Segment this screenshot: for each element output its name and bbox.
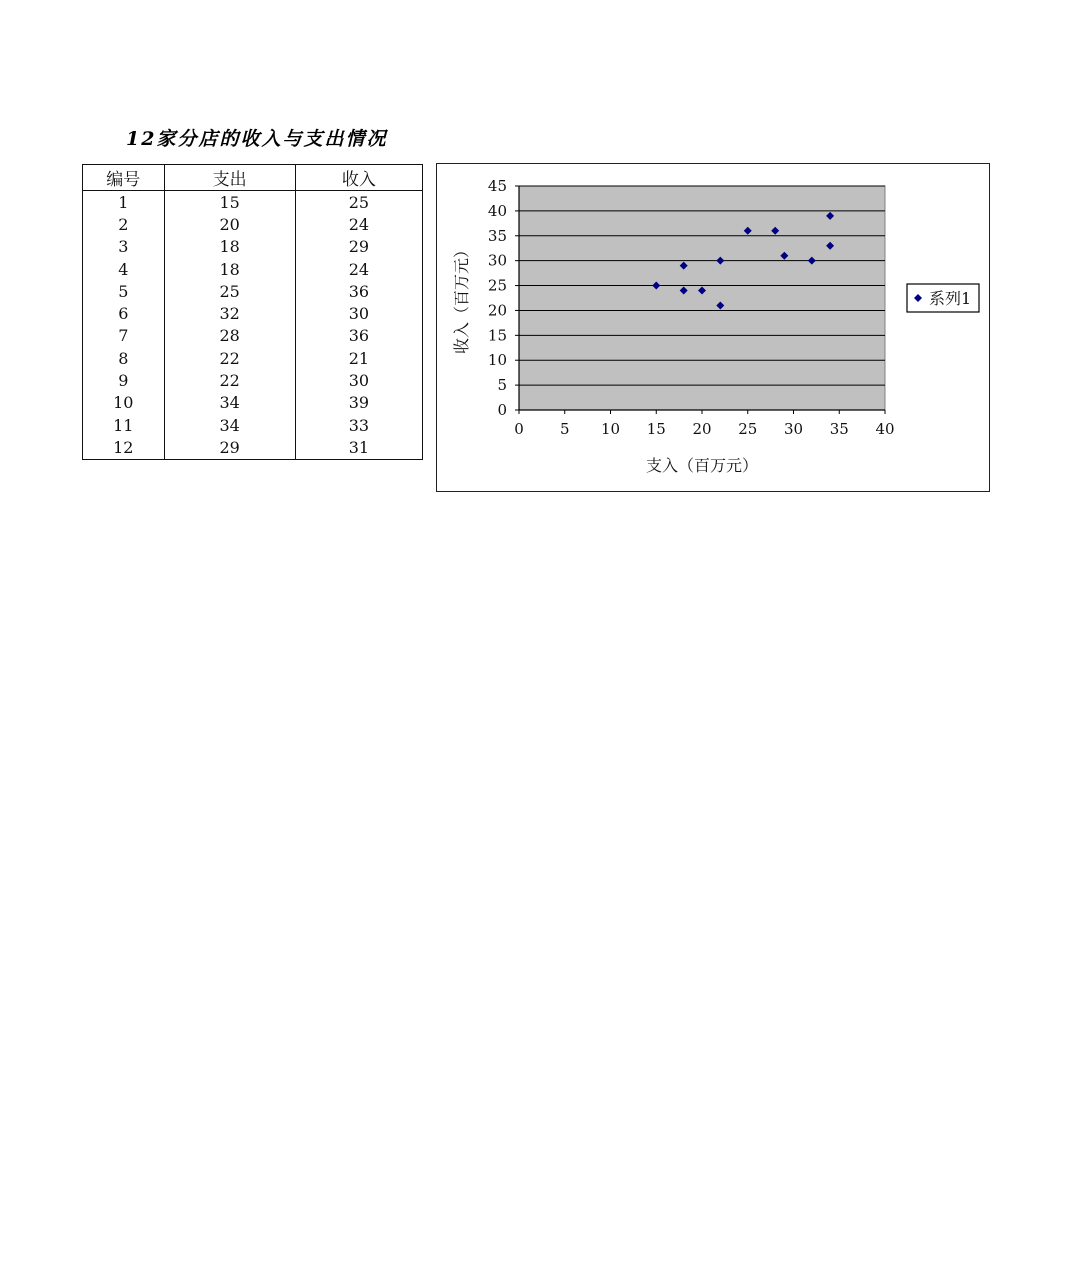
scatter-chart [436,163,990,492]
cell-expense: 34 [164,414,295,436]
y-tick-label: 45 [487,177,507,195]
cell-income: 24 [295,213,422,235]
cell-expense: 15 [164,191,295,214]
cell-id: 6 [83,302,165,324]
cell-id: 9 [83,369,165,391]
y-tick-label: 30 [487,251,507,270]
cell-income: 24 [295,258,422,280]
y-tick-label: 25 [487,276,507,295]
table-row [83,191,423,214]
y-tick-label: 10 [487,351,507,370]
x-tick-label: 10 [600,420,621,438]
x-tick-label: 15 [646,420,666,438]
table-row [83,236,423,258]
cell-income: 21 [295,347,422,369]
y-tick-label: 15 [487,326,507,345]
table-header-row [83,165,423,191]
x-tick-label: 30 [783,420,804,438]
table-row [83,347,423,369]
cell-expense: 29 [164,436,295,459]
x-axis-title: 支入（百万元） [645,456,759,475]
cell-id: 11 [83,414,165,436]
cell-expense: 25 [164,280,295,302]
cell-income: 36 [295,280,422,302]
x-tick-label: 40 [875,420,895,438]
column-header-id: 编号 [83,165,165,191]
cell-expense: 32 [164,302,295,324]
column-header-income: 收入 [295,165,422,191]
cell-income: 30 [295,302,422,324]
cell-id: 3 [83,236,165,258]
cell-expense: 34 [164,392,295,414]
table-row [83,280,423,302]
y-tick-label: 0 [497,401,507,419]
table-row [83,414,423,436]
y-tick-label: 35 [487,226,507,245]
table-row [83,302,423,324]
y-tick-label: 20 [487,301,507,320]
cell-expense: 22 [164,347,295,369]
x-tick-label: 35 [829,420,849,438]
table-row [83,258,423,280]
table-row [83,213,423,235]
x-tick-label: 5 [559,420,570,438]
cell-id: 8 [83,347,165,369]
y-tick-label: 5 [497,376,507,395]
cell-id: 4 [83,258,165,280]
table-row [83,369,423,391]
x-tick-label: 25 [738,420,758,438]
y-tick-label: 40 [487,201,507,220]
cell-id: 7 [83,325,165,347]
cell-id: 2 [83,213,165,235]
x-tick-label: 20 [692,420,712,438]
page-title: 12家分店的收入与支出情况 [126,128,388,150]
cell-id: 10 [83,392,165,414]
cell-id: 1 [83,191,165,214]
cell-expense: 18 [164,236,295,258]
cell-expense: 22 [164,369,295,391]
cell-income: 39 [295,392,422,414]
cell-id: 5 [83,280,165,302]
legend-label: 系列1 [929,289,972,308]
y-axis-title: 收入（百万元） [452,241,471,355]
cell-expense: 18 [164,258,295,280]
cell-income: 25 [295,191,422,214]
chart-svg [437,164,991,493]
table-row [83,392,423,414]
table-row [83,436,423,459]
cell-id: 12 [83,436,165,459]
cell-income: 31 [295,436,422,459]
x-tick-label: 0 [514,420,524,438]
column-header-expense: 支出 [164,165,295,191]
table-body [83,191,423,460]
cell-expense: 20 [164,213,295,235]
data-table [82,164,423,460]
cell-income: 30 [295,369,422,391]
cell-income: 33 [295,414,422,436]
table-row [83,325,423,347]
cell-income: 36 [295,325,422,347]
cell-income: 29 [295,236,422,258]
cell-expense: 28 [164,325,295,347]
